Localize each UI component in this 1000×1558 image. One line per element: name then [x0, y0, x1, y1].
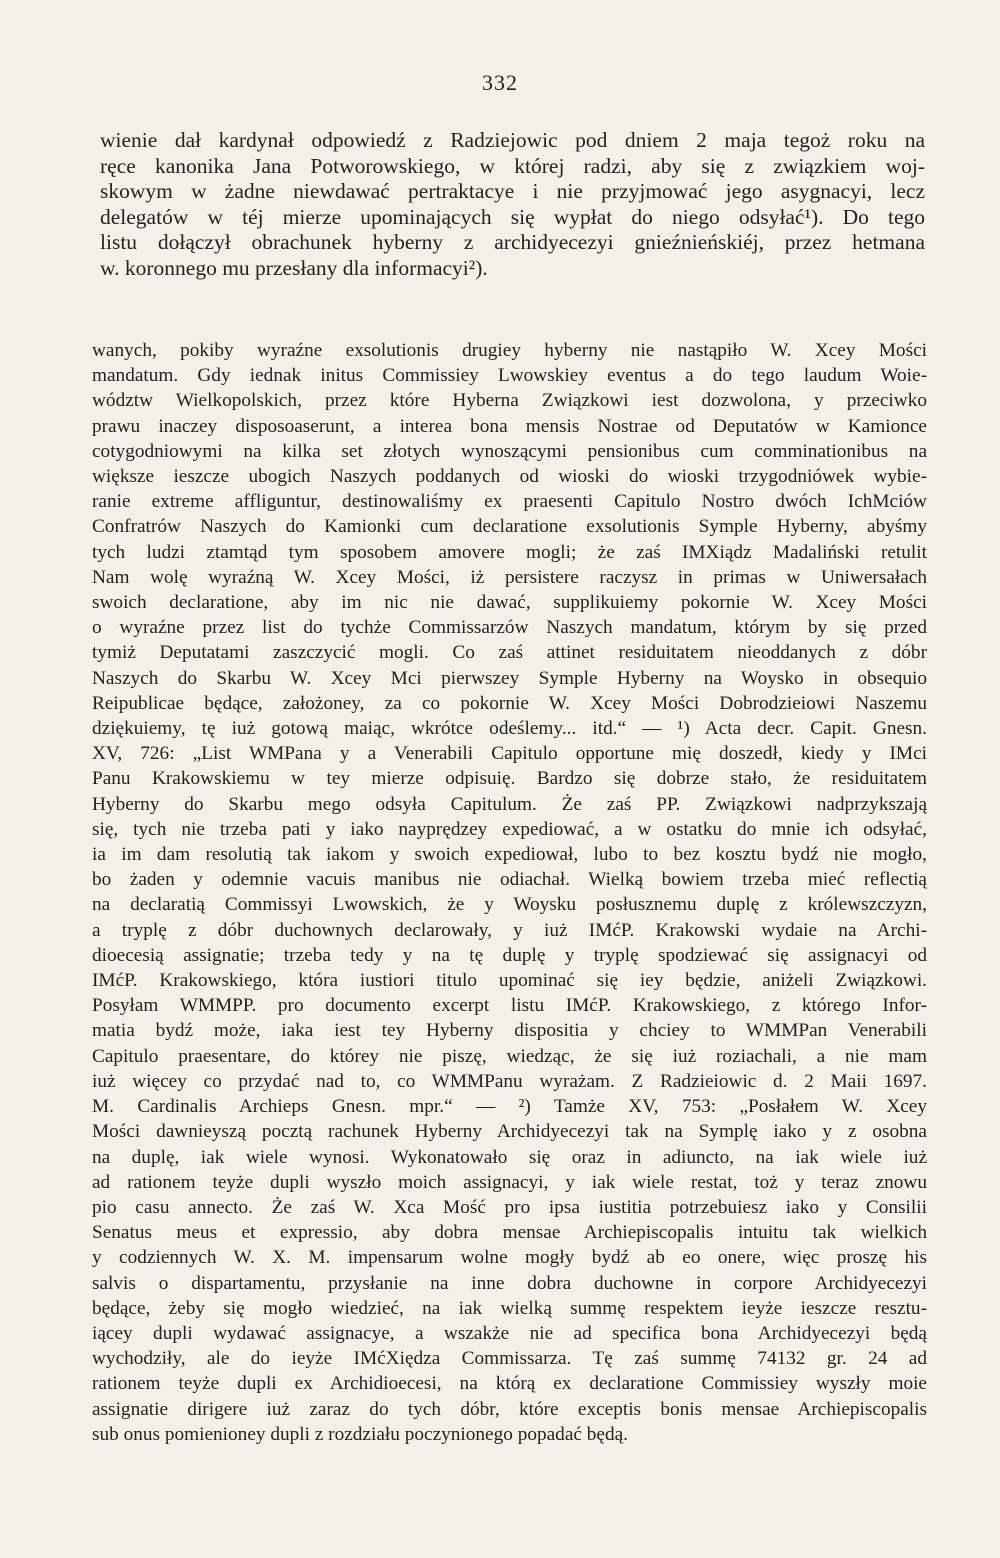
footnote-line: assignatie dirigere iuż zaraz do tych dóbr, które exceptis bonis mensae Archiepiscopalis [92, 1398, 927, 1420]
footnote-line: Confratrów Naszych do Kamionki cum declaratione exsolutionis Symple Hyberny, abyśmy [92, 516, 927, 538]
footnote-line: Senatus meus et expressio, aby dobra mensae Archiepiscopalis intuitu tak wielkich [92, 1222, 927, 1244]
footnote-line: IMćP. Krakowskiego, która iustiori titulo upominać się iey będzie, aniżeli Związkowi. [92, 970, 927, 992]
footnote-line: iuż więcey co przydać nad to, co WMMPanu wyrażam. Z Radzieiowic d. 2 Maii 1697. [92, 1070, 927, 1092]
footnote-line: wychodziły, ale do ieyże IMćXiędza Commissarza. Tę zaś summę 74132 gr. 24 ad [92, 1348, 927, 1370]
footnote-line: na duplę, iak wiele wynosi. Wykonatowało się oraz in adiuncto, na iak wiele iuż [92, 1146, 927, 1168]
footnote-line: salvis o dispartamentu, przysłanie na inne dobra duchowne in corpore Archidyecezyi [92, 1272, 927, 1294]
footnote-line: M. Cardinalis Archieps Gnesn. mpr.“ — ²) Tamże XV, 753: „Posłałem W. Xcey [92, 1096, 927, 1118]
footnotes [92, 338, 927, 1447]
footnote-line: Nam wolę wyraźną W. Xcey Mości, iż persistere raczysz in primas w Uniwersałach [92, 566, 927, 588]
footnote-line: sub onus pomienioney dupli z rozdziału poczynionego popadać będą. [92, 1423, 628, 1445]
footnote-line: mandatum. Gdy iednak initus Commissiey Lwowskiey eventus a do tego laudum Woie- [92, 365, 927, 387]
footnote-line: o wyraźne przez list do tychże Commissarzów Naszych mandatum, którym by się przed [92, 617, 927, 639]
footnote-line: a tryplę z dóbr duchownych declarowały, y iuż IMćP. Krakowski wydaie na Archi- [92, 919, 927, 941]
footnote-line: Capitulo praesentare, do którey nie piszę, wiedząc, że się iuż roziachali, a nie mam [92, 1045, 927, 1067]
footnote-line: Panu Krakowskiemu w tey mierze odpisuię. Bardzo się dobrze stało, że residuitatem [92, 768, 927, 790]
footnote-line: Hyberny do Skarbu mego odsyła Capitulum. Że zaś PP. Związkowi nadprzykszają [92, 793, 927, 815]
text-line: wienie dał kardynał odpowiedź z Radziejowic pod dniem 2 maja tegoż roku na [100, 128, 925, 152]
footnote-line: tych ludzi ztamtąd tym sposobem amovere mogli; że zaś IMXiądz Madaliński retulit [92, 541, 927, 563]
footnote-line: na declaratią Commissyi Lwowskich, że y Woysku posłusznemu duplę z królewszczyzn, [92, 894, 927, 916]
footnote-line: rationem teyże dupli ex Archidioecesi, na którą ex declaratione Commissiey wyszły moie [92, 1373, 927, 1395]
footnote-line: y codziennych W. X. M. impensarum wolne mogły bydź ab eo onere, więc proszę his [92, 1247, 927, 1269]
text-line: skowym w żadne niewdawać pertraktacye i nie przyjmować jego asygnacyi, lecz [100, 179, 925, 203]
footnote-line: większe ieszcze ubogich Naszych poddanych od wioski do wioski trzygodniówek wybie- [92, 466, 927, 488]
footnote-line: wanych, pokiby wyraźne exsolutionis drugiey hyberny nie nastąpiło W. Xcey Mości [92, 340, 927, 361]
main-text [100, 128, 925, 281]
page-number: 332 [482, 70, 518, 95]
footnote-line: cotygodniowymi na kilka set złotych wynoszącymi pensionibus cum comminationibus na [92, 440, 927, 462]
footnote-line: tymiż Deputatami zaszczycić mogli. Co zaś attinet residuitatem nieoddanych z dóbr [92, 642, 927, 664]
footnote-line: matia bydź może, iaka iest tey Hyberny dispositia y chciey to WMMPan Venerabili [92, 1020, 927, 1042]
footnote-line: wództw Wielkopolskich, przez które Hyberna Związkowi iest dozwolona, y przeciwko [92, 390, 927, 412]
footnote-line: Posyłam WMMPP. pro documento excerpt listu IMćP. Krakowskiego, z którego Infor- [92, 995, 927, 1017]
footnote-line: bo żaden y odemnie vacuis manibus nie odiachał. Wielką bowiem trzeba mieć reflectią [92, 869, 927, 891]
text-line: delegatów w téj mierze upominających się wypłat do niego odsyłać¹). Do tego [100, 204, 925, 229]
footnote-line: ad rationem teyże dupli wyszło moich assignacyi, y iak wiele restat, toż y teraz znowu [92, 1171, 927, 1193]
footnote-line: Reipublicae będące, założoney, za co pokornie W. Xcey Mości Dobrodzieiowi Naszemu [92, 692, 927, 714]
footnote-line: dioecesią assignatie; trzeba tedy y na tę duplę y tryplę spodziewać się assignacyi od [92, 944, 927, 966]
footnote-line: będące, żeby się mogło wiedzieć, na iak wielką summę respektem ieyże ieszcze resztu- [92, 1297, 927, 1319]
footnote-line: prawu inaczey disposoaserunt, a interea bona mensis Nostrae od Deputatów w Kamionce [92, 415, 927, 437]
footnote-line: ranie extreme affliguntur, destinowaliśmy ex praesenti Capitulo Nostro dwóch IchMciów [92, 491, 927, 513]
text-line: w. koronnego mu przesłany dla informacyi²). [100, 255, 488, 280]
footnote-line: ia im dam resolutią tak iakom y swoich expediował, lubo to bez kosztu bydź nie mogło, [92, 844, 927, 866]
text-line: ręce kanonika Jana Potworowskiego, w której radzi, aby się z związkiem woj- [100, 153, 925, 178]
footnote-line: XV, 726: „List WMPana y a Venerabili Capitulo opportune mię doszedł, kiedy y IMci [92, 743, 927, 765]
footnote-line: dziękuiemy, tę iuż gotową maiąc, wkrótce odeślemy... itd.“ — ¹) Acta decr. Capit. Gnesn. [92, 718, 927, 740]
footnote-line: swoich declaratione, aby im nic nie dawać, supplikuiemy pokornie W. Xcey Mości [92, 592, 927, 614]
text-line: listu dołączył obrachunek hyberny z archidyecezyi gnieźnieńskiéj, przez hetmana [100, 230, 925, 254]
footnote-line: się, tych nie trzeba pati y iako nayprędzey expediować, a w ostatku do mnie ich odsyłać, [92, 818, 927, 840]
footnote-line: Naszych do Skarbu W. Xcey Mci pierwszey Symple Hyberny na Woysko in obsequio [92, 667, 927, 689]
footnote-line: pio casu annecto. Że zaś W. Xca Mość pro ipsa iustitia potrzebuiesz iako y Consilii [92, 1196, 927, 1218]
footnote-line: iącey dupli wydawać assignacye, a wszakże nie ad specifica bona Archidyecezyi będą [92, 1322, 927, 1344]
footnote-line: Mości dawnieyszą pocztą rachunek Hyberny Archidyecezyi tak na Symplę iako y z osobna [92, 1121, 927, 1143]
